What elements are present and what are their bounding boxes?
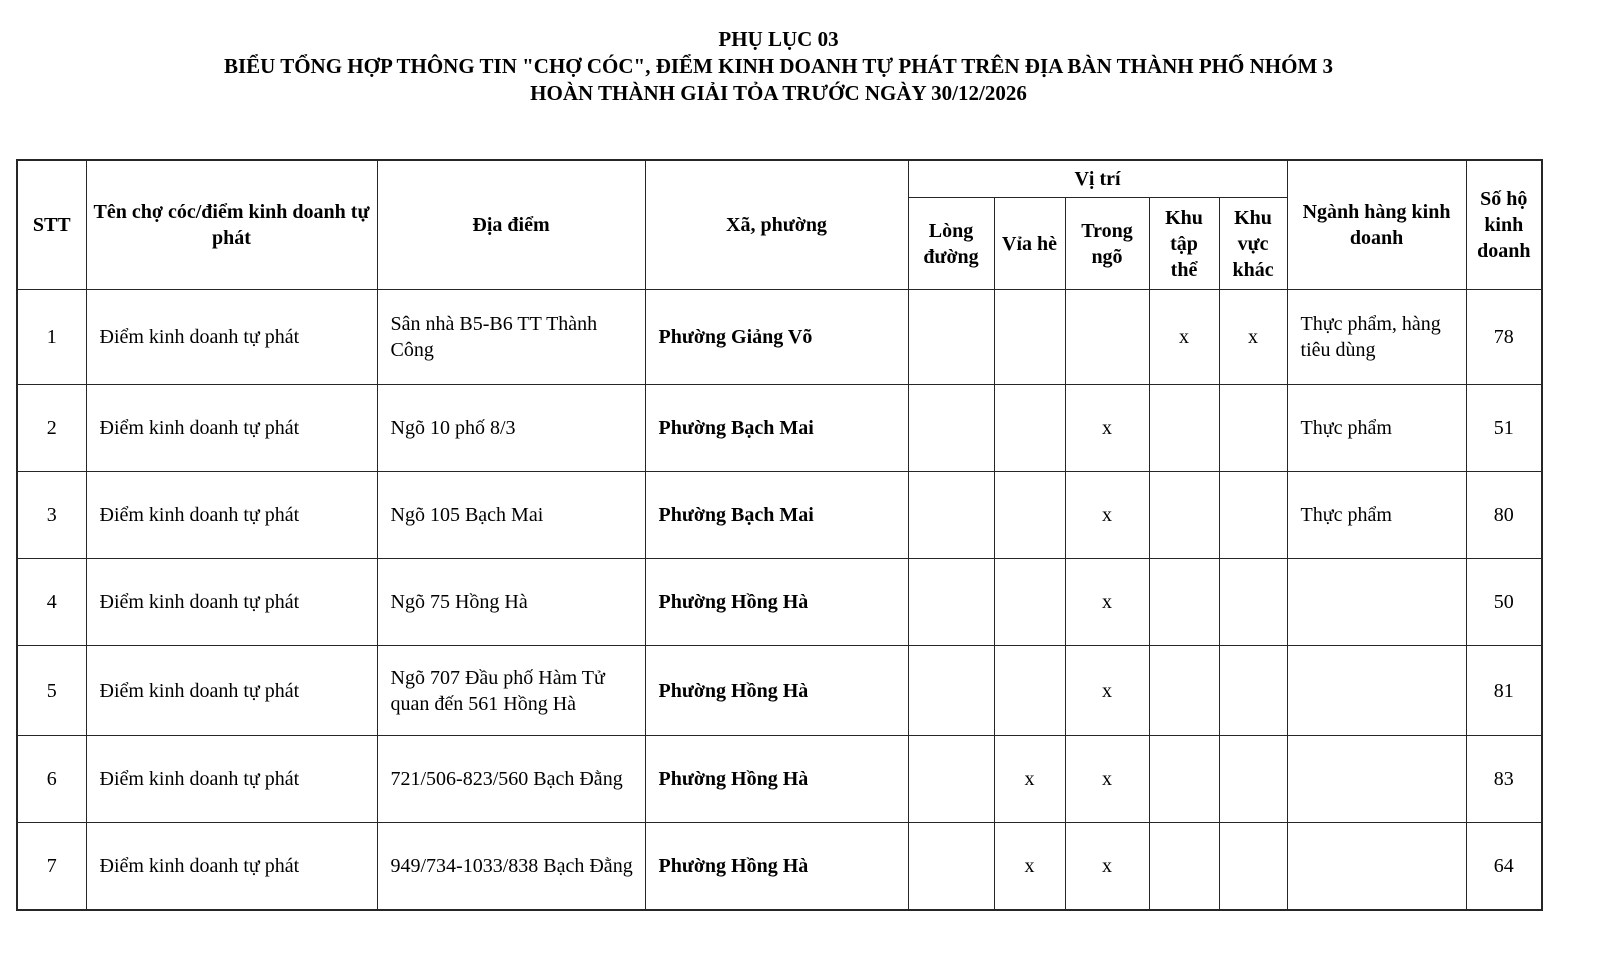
cell-other-mark [1219, 823, 1287, 910]
cell-market-name: Điểm kinh doanh tự phát [86, 385, 377, 472]
cell-ward: Phường Hồng Hà [645, 646, 908, 736]
table-row [17, 823, 1542, 910]
col-header-households: Số hộ kinh doanh [1466, 160, 1542, 290]
cell-roadway-mark [908, 559, 994, 646]
cell-ward: Phường Bạch Mai [645, 385, 908, 472]
cell-stt: 6 [17, 736, 86, 823]
cell-roadway-mark [908, 472, 994, 559]
cell-residential-mark [1149, 472, 1219, 559]
cell-other-mark [1219, 646, 1287, 736]
cell-market-name: Điểm kinh doanh tự phát [86, 290, 377, 385]
cell-market-name: Điểm kinh doanh tự phát [86, 559, 377, 646]
col-header-market-name: Tên chợ cóc/điểm kinh doanh tự phát [86, 160, 377, 290]
cell-sidewalk-mark [994, 646, 1065, 736]
cell-alley-mark: x [1065, 559, 1149, 646]
col-header-roadway: Lòng đường [908, 198, 994, 290]
cell-stt: 4 [17, 559, 86, 646]
cell-roadway-mark [908, 290, 994, 385]
cell-stt: 5 [17, 646, 86, 736]
cell-market-name: Điểm kinh doanh tự phát [86, 736, 377, 823]
cell-ward: Phường Giảng Võ [645, 290, 908, 385]
cell-stt: 1 [17, 290, 86, 385]
table-row [17, 646, 1542, 736]
cell-households: 83 [1466, 736, 1542, 823]
cell-market-name: Điểm kinh doanh tự phát [86, 646, 377, 736]
cell-sidewalk-mark [994, 385, 1065, 472]
document-title [16, 26, 1541, 107]
col-header-stt: STT [17, 160, 86, 290]
title-line-deadline: HOÀN THÀNH GIẢI TỎA TRƯỚC NGÀY 30/12/2026 [530, 80, 1027, 105]
cell-ward: Phường Bạch Mai [645, 472, 908, 559]
cell-industry: Thực phẩm [1287, 472, 1466, 559]
col-header-industry: Ngành hàng kinh doanh [1287, 160, 1466, 290]
cell-industry: Thực phẩm [1287, 385, 1466, 472]
cell-other-mark [1219, 559, 1287, 646]
cell-industry [1287, 559, 1466, 646]
table-row [17, 472, 1542, 559]
cell-other-mark [1219, 736, 1287, 823]
col-header-address: Địa điểm [377, 160, 645, 290]
table-row [17, 736, 1542, 823]
cell-alley-mark: x [1065, 823, 1149, 910]
cell-roadway-mark [908, 823, 994, 910]
cell-alley-mark: x [1065, 736, 1149, 823]
cell-stt: 3 [17, 472, 86, 559]
cell-roadway-mark [908, 646, 994, 736]
cell-households: 64 [1466, 823, 1542, 910]
cell-sidewalk-mark: x [994, 823, 1065, 910]
cell-residential-mark [1149, 385, 1219, 472]
cell-roadway-mark [908, 385, 994, 472]
cell-address: Ngõ 707 Đầu phố Hàm Tử quan đến 561 Hồng Hà [377, 646, 645, 736]
cell-alley-mark [1065, 290, 1149, 385]
cell-households: 50 [1466, 559, 1542, 646]
cell-sidewalk-mark: x [994, 736, 1065, 823]
cell-address: 949/734-1033/838 Bạch Đằng [377, 823, 645, 910]
cell-other-mark [1219, 472, 1287, 559]
table-row [17, 290, 1542, 385]
cell-industry: Thực phẩm, hàng tiêu dùng [1287, 290, 1466, 385]
col-header-ward: Xã, phường [645, 160, 908, 290]
title-line-main: BIỂU TỔNG HỢP THÔNG TIN "CHỢ CÓC", ĐIỂM KINH DOANH TỰ PHÁT TRÊN ĐỊA BÀN THÀNH PHỐ NHÓM 3 [223, 53, 1334, 78]
cell-residential-mark: x [1149, 290, 1219, 385]
col-header-alley: Trong ngõ [1065, 198, 1149, 290]
cell-industry [1287, 736, 1466, 823]
title-line-appendix: PHỤ LỤC 03 [718, 27, 839, 51]
cell-stt: 7 [17, 823, 86, 910]
cell-residential-mark [1149, 559, 1219, 646]
market-summary-table [16, 159, 1543, 911]
cell-stt: 2 [17, 385, 86, 472]
cell-alley-mark: x [1065, 385, 1149, 472]
cell-households: 80 [1466, 472, 1542, 559]
cell-residential-mark [1149, 646, 1219, 736]
cell-address: Ngõ 10 phố 8/3 [377, 385, 645, 472]
cell-market-name: Điểm kinh doanh tự phát [86, 472, 377, 559]
cell-households: 51 [1466, 385, 1542, 472]
cell-households: 81 [1466, 646, 1542, 736]
col-header-residential-area: Khu tập thể [1149, 198, 1219, 290]
col-header-location-group: Vị trí [908, 160, 1287, 198]
col-header-other-area: Khu vực khác [1219, 198, 1287, 290]
cell-address: 721/506-823/560 Bạch Đằng [377, 736, 645, 823]
cell-sidewalk-mark [994, 472, 1065, 559]
cell-other-mark: x [1219, 290, 1287, 385]
cell-address: Ngõ 105 Bạch Mai [377, 472, 645, 559]
cell-other-mark [1219, 385, 1287, 472]
table-row [17, 559, 1542, 646]
cell-sidewalk-mark [994, 290, 1065, 385]
cell-residential-mark [1149, 823, 1219, 910]
cell-sidewalk-mark [994, 559, 1065, 646]
cell-alley-mark: x [1065, 646, 1149, 736]
cell-market-name: Điểm kinh doanh tự phát [86, 823, 377, 910]
cell-roadway-mark [908, 736, 994, 823]
cell-industry [1287, 646, 1466, 736]
cell-ward: Phường Hồng Hà [645, 559, 908, 646]
cell-industry [1287, 823, 1466, 910]
cell-address: Sân nhà B5-B6 TT Thành Công [377, 290, 645, 385]
table-row [17, 385, 1542, 472]
col-header-sidewalk: Vỉa hè [994, 198, 1065, 290]
cell-residential-mark [1149, 736, 1219, 823]
cell-ward: Phường Hồng Hà [645, 736, 908, 823]
cell-address: Ngõ 75 Hồng Hà [377, 559, 645, 646]
cell-households: 78 [1466, 290, 1542, 385]
cell-ward: Phường Hồng Hà [645, 823, 908, 910]
cell-alley-mark: x [1065, 472, 1149, 559]
